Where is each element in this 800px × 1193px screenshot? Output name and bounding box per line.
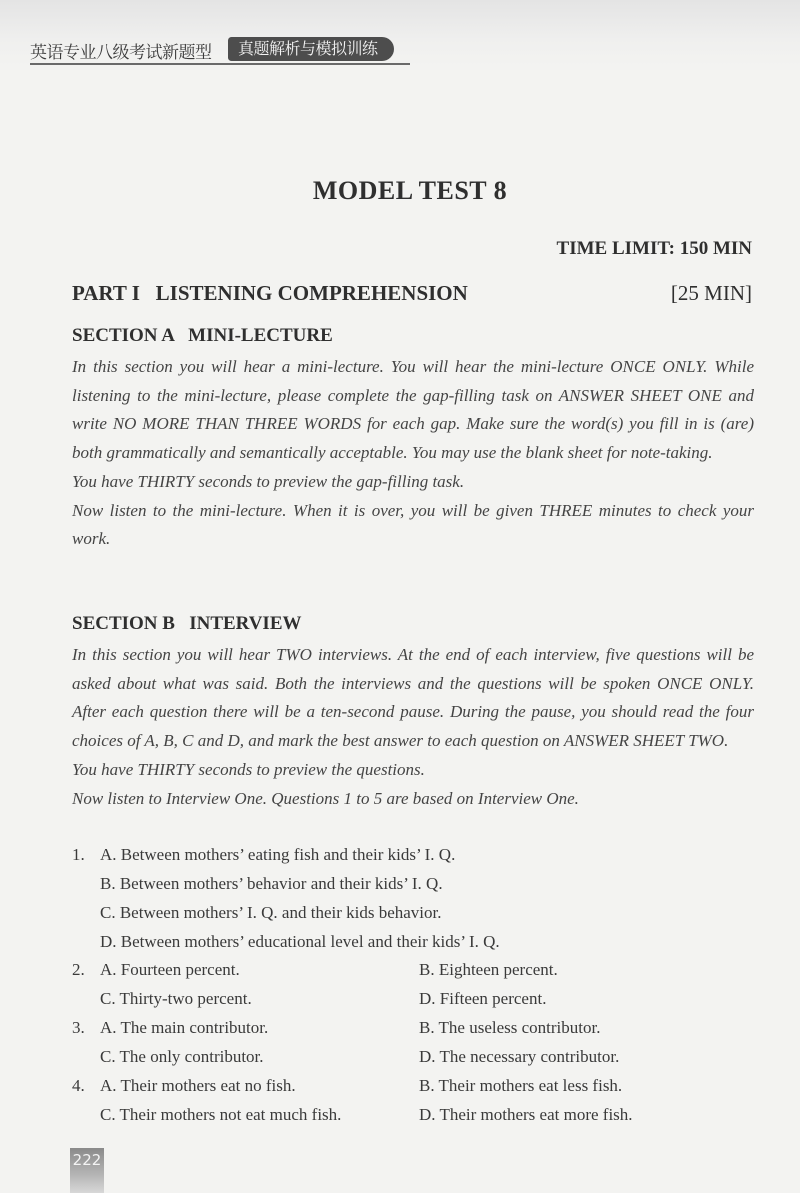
question-2-option-a: A. Fourteen percent. <box>100 960 240 979</box>
instruction-paragraph: In this section you will hear a mini-lecture. You will hear the mini-lecture ONCE ONLY. While listening to the mini-lecture, please complete the gap-filling task on ANSWER SHEET ONE and write NO MORE THAN THREE WORDS for each gap. Make sure the word(s) you fill in is (are) both grammatically and semantically acceptable. You may use the blank sheet for note-taking. <box>72 357 754 463</box>
part-duration: [25 MIN] <box>670 281 752 305</box>
question-4-option-d: D. Their mothers eat more fish. <box>419 1105 633 1124</box>
time-limit: TIME LIMIT: 150 MIN <box>556 238 752 259</box>
question-3-number: 3. <box>72 1018 85 1037</box>
section-b-heading: SECTION B INTERVIEW <box>72 613 302 634</box>
question-3-option-c: C. The only contributor. <box>100 1047 264 1066</box>
instruction-paragraph: In this section you will hear TWO interviews. At the end of each interview, five questions will be asked about what was said. Both the interviews and the questions will be spoken ONCE ONLY. After each question there will be a ten-second pause. During the pause, you should read the four choices of A, B, C and D, and mark the best answer to each question on ANSWER SHEET TWO. <box>72 645 754 751</box>
instruction-paragraph: Now listen to Interview One. Questions 1 to 5 are based on Interview One. <box>72 788 579 808</box>
question-1-option-d: D. Between mothers’ educational level and their kids’ I. Q. <box>100 932 500 951</box>
section-b-instructions <box>72 641 754 813</box>
question-2-option-b: B. Eighteen percent. <box>419 960 558 979</box>
part-label: PART I LISTENING COMPREHENSION <box>72 281 468 305</box>
question-4-option-a: A. Their mothers eat no fish. <box>100 1076 296 1095</box>
question-2-option-d: D. Fifteen percent. <box>419 989 547 1008</box>
question-3-option-a: A. The main contributor. <box>100 1018 269 1037</box>
question-3-option-b: B. The useless contributor. <box>419 1018 601 1037</box>
question-4-number: 4. <box>72 1076 85 1095</box>
series-title: 英语专业八级考试新题型 <box>30 43 212 63</box>
question-1-option-a: A. Between mothers’ eating fish and their kids’ I. Q. <box>100 845 456 864</box>
instruction-paragraph: You have THIRTY seconds to preview the questions. <box>72 759 425 779</box>
question-1-number: 1. <box>72 845 85 864</box>
header-divider <box>30 63 410 65</box>
running-header <box>0 0 800 66</box>
section-a-heading: SECTION A MINI-LECTURE <box>72 325 333 346</box>
question-3-option-d: D. The necessary contributor. <box>419 1047 620 1066</box>
question-4-option-c: C. Their mothers not eat much fish. <box>100 1105 342 1124</box>
instruction-paragraph: Now listen to the mini-lecture. When it is over, you will be given THREE minutes to check your work. <box>72 500 754 549</box>
question-4-option-b: B. Their mothers eat less fish. <box>419 1076 623 1095</box>
instruction-paragraph: You have THIRTY seconds to preview the gap-filling task. <box>72 471 465 491</box>
part-heading <box>72 281 752 306</box>
question-1-option-b: B. Between mothers’ behavior and their kids’ I. Q. <box>100 874 443 893</box>
series-subtitle-badge: 真题解析与模拟训练 <box>228 37 394 61</box>
page-title: MODEL TEST 8 <box>312 176 508 205</box>
page-number: 222 <box>72 1151 102 1169</box>
question-1-option-c: C. Between mothers’ I. Q. and their kids behavior. <box>100 903 442 922</box>
question-2-option-c: C. Thirty-two percent. <box>100 989 252 1008</box>
page-number-tab <box>70 1148 104 1193</box>
question-2-number: 2. <box>72 960 85 979</box>
section-a-instructions <box>72 353 754 554</box>
